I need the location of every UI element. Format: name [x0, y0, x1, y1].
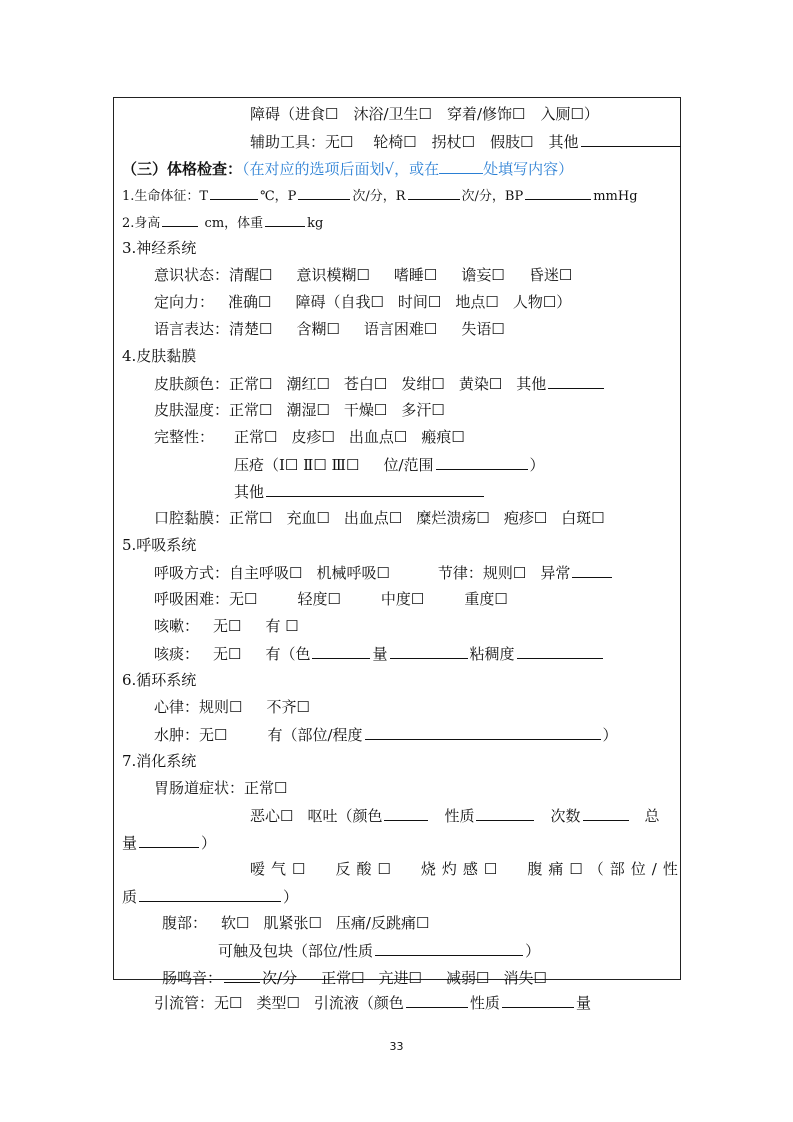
orientation-line: 定向力： 准确☐ 障碍（自我☐ 时间☐ 地点☐ 人物☐）	[154, 293, 572, 311]
skin-moisture-line: 皮肤湿度：正常☐ 潮湿☐ 干燥☐ 多汗☐	[154, 401, 445, 419]
section-digestive: 7.消化系统	[122, 752, 197, 770]
edema-site-field[interactable]	[365, 724, 601, 740]
section-skin: 4.皮肤黏膜	[122, 347, 197, 365]
dyspnea-line: 呼吸困难：无☐ 轻度☐ 中度☐ 重度☐	[154, 590, 508, 608]
heart-rhythm-line: 心律：规则☐ 不齐☐	[154, 698, 310, 716]
speech-line: 语言表达：清楚☐ 含糊☐ 语言困难☐ 失语☐	[154, 320, 505, 338]
height-weight-line: 2.身高 cm，体重 kg	[114, 211, 323, 234]
section-nervous: 3.神经系统	[122, 239, 197, 257]
vomit-color-field[interactable]	[384, 805, 428, 821]
weight-field[interactable]	[265, 211, 305, 227]
form-frame	[113, 97, 684, 1012]
bowel-sounds-line: 肠鸣音： 次/分 正常☐ 亢进☐ 减弱☐ 消失☐	[162, 969, 547, 987]
breathing-mode-line: 呼吸方式：自主呼吸☐ 机械呼吸☐ 节律：规则☐ 异常	[114, 562, 614, 583]
section-circulatory: 6.循环系统	[122, 671, 197, 689]
mass-line: 可触及包块（部位/性质 ）	[218, 942, 541, 960]
skin-color-line: 皮肤颜色：正常☐ 潮红☐ 苍白☐ 发绀☐ 黄染☐ 其他	[114, 373, 606, 394]
physical-exam-heading: （三）体格检查：（在对应的选项后面划√，或在 处填写内容）	[122, 160, 574, 178]
obstacle-text: 障碍（进食☐ 沐浴/卫生☐ 穿着/修饰☐ 入厕☐）	[250, 105, 599, 123]
nausea-line: 恶心☐ 呕吐（颜色 性质 次数 总	[250, 807, 660, 825]
hint-blank	[439, 158, 483, 174]
vomit-times-field[interactable]	[583, 805, 629, 821]
obstacle-line	[114, 104, 599, 124]
sputum-viscosity-field[interactable]	[517, 643, 603, 659]
abdomen-line: 腹部： 软☐ 肌紧张☐ 压痛/反跳痛☐	[162, 914, 430, 932]
rhythm-abnormal-field[interactable]	[572, 562, 612, 578]
skin-color-other-field[interactable]	[548, 373, 604, 389]
skin-other-field[interactable]	[266, 481, 484, 497]
edema-line: 水肿：无☐ 有（部位/程度 ）	[154, 726, 618, 744]
vomit-nature-field[interactable]	[476, 805, 534, 821]
vomit-total-line: 量 ）	[122, 834, 217, 852]
height-field[interactable]	[162, 211, 198, 227]
drain-color-field[interactable]	[406, 992, 468, 1008]
vomit-total-field[interactable]	[139, 832, 199, 848]
pulse-field[interactable]	[298, 184, 350, 200]
bowel-rate-field[interactable]	[224, 967, 260, 983]
drainage-line: 引流管：无☐ 类型☐ 引流液（颜色 性质 量	[154, 994, 591, 1012]
gi-symptoms-line: 胃肠道症状：正常☐	[154, 779, 288, 797]
vital-signs-line: 1.生命体征：T ℃，P 次/分，R 次/分，BP mmHg	[114, 184, 638, 207]
skin-integrity-line: 完整性： 正常☐ 皮疹☐ 出血点☐ 瘢痕☐	[154, 428, 465, 446]
respiration-field[interactable]	[408, 184, 460, 200]
mass-site-field[interactable]	[375, 940, 523, 956]
pressure-site-field[interactable]	[436, 454, 528, 470]
aid-tools-line: 辅助工具：无☐ 轮椅☐ 拐杖☐ 假肢☐ 其他	[114, 131, 683, 152]
bp-field[interactable]	[525, 184, 591, 200]
pressure-ulcer-line: 压疮（Ⅰ☐ Ⅱ☐ Ⅲ☐ 位/范围 ）	[234, 456, 545, 474]
drain-nature-field[interactable]	[502, 992, 574, 1008]
abdominal-pain-nature-line: 质 ）	[122, 888, 299, 906]
sputum-color-field[interactable]	[312, 643, 370, 659]
section-respiratory: 5.呼吸系统	[122, 536, 197, 554]
sputum-line: 咳痰： 无☐ 有（色 量 粘稠度	[114, 643, 605, 664]
oral-mucosa-line: 口腔黏膜：正常☐ 充血☐ 出血点☐ 糜烂溃疡☐ 疱疹☐ 白斑☐	[154, 509, 605, 527]
aid-other-field[interactable]	[581, 131, 681, 147]
temperature-field[interactable]	[210, 184, 258, 200]
belching-line: 嗳气☐ 反酸☐ 烧灼感☐ 腹痛☐（部位/性	[250, 860, 684, 878]
cough-line: 咳嗽： 无☐ 有 ☐	[154, 617, 299, 635]
skin-other-line: 其他	[114, 481, 486, 502]
consciousness-line: 意识状态：清醒☐ 意识模糊☐ 嗜睡☐ 谵妄☐ 昏迷☐	[154, 266, 573, 284]
sputum-amount-field[interactable]	[390, 643, 468, 659]
pain-nature-field[interactable]	[139, 886, 281, 902]
page-number: 33	[389, 1040, 404, 1053]
